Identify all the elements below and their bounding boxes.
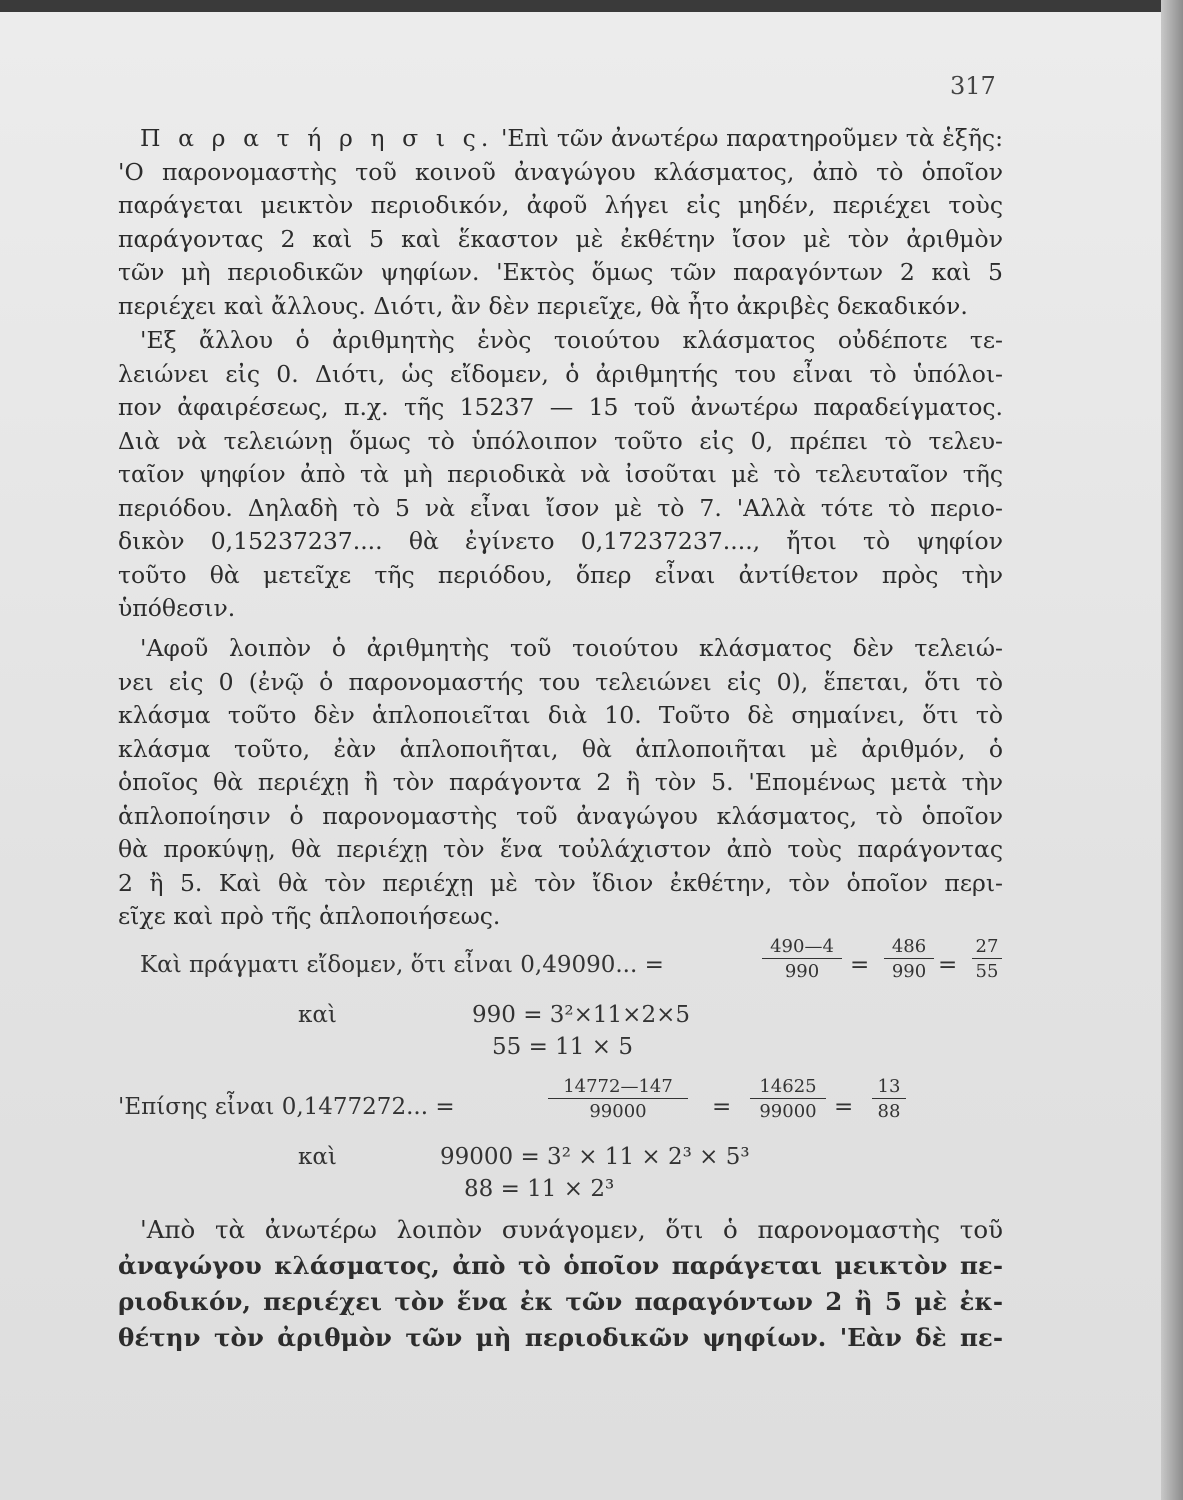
- text-line: ἁπλοποίησιν ὁ παρονομαστὴς τοῦ ἀναγώγου κλάσματος, τὸ ὁποῖον: [118, 801, 1003, 830]
- example1-kai: καὶ: [298, 1002, 337, 1028]
- text-line: κλάσμα τοῦτο, ἐὰν ἁπλοποιῆται, θὰ ἁπλοποιῆται μὲ ἀριθμόν, ὁ: [118, 734, 1003, 763]
- text-line: περιέχει καὶ ἄλλους. Διότι, ἂν δὲν περιεῖχε, θὰ ἦτο ἀκριβὲς δεκαδικόν.: [118, 291, 968, 320]
- fraction-denominator: 990: [891, 961, 927, 982]
- equals-sign: =: [712, 1094, 732, 1120]
- book-page: [0, 12, 1161, 1500]
- text-line: παράγεται μεικτὸν περιοδικόν, ἀφοῦ λήγει εἰς μηδέν, περιέχει τοὺς: [118, 191, 1003, 219]
- paragraph-numerator: [118, 324, 1003, 626]
- scan-top-edge: [0, 0, 1183, 12]
- text-line: τῶν μὴ περιοδικῶν ψηφίων. 'Εκτὸς ὅμως τῶν παραγόντων 2 καὶ 5: [118, 258, 1003, 286]
- example1-fraction-3: [972, 936, 1002, 982]
- text-line: ὑπόθεσιν.: [118, 594, 236, 622]
- text-line: λειώνει εἰς 0. Διότι, ὡς εἴδομεν, ὁ ἀριθμητής του εἶναι τὸ ὑπόλοι-: [118, 359, 1003, 388]
- text-line: ριοδικόν, περιέχει τὸν ἕνα ἐκ τῶν παραγόντων 2 ἢ 5 μὲ ἐκ-: [118, 1287, 1003, 1316]
- equals-sign: =: [834, 1094, 854, 1120]
- paragraph-observation: [118, 122, 1003, 323]
- text-line: νει εἰς 0 (ἐνῷ ὁ παρονομαστής του τελειώνει εἰς 0), ἕπεται, ὅτι τὸ: [118, 667, 1003, 696]
- text-line: περιόδου. Δηλαδὴ τὸ 5 νὰ εἶναι ἴσον μὲ τὸ 7. 'Αλλὰ τότε τὸ περιο-: [118, 493, 1003, 522]
- text-line: ὁποῖος θὰ περιέχῃ ἢ τὸν παράγοντα 2 ἢ τὸν 5. 'Επομένως μετὰ τὴν: [118, 768, 1003, 796]
- fraction-numerator: 27: [972, 936, 1002, 959]
- fraction-numerator: 490—4: [762, 936, 842, 959]
- text-line: κλάσμα τοῦτο δὲν ἁπλοποιεῖται διὰ 10. Τοῦτο δὲ σημαίνει, ὅτι τὸ: [118, 701, 1003, 729]
- text-line: Π α ρ α τ ή ρ η σ ι ς. 'Επὶ τῶν ἀνωτέρω παρατηροῦμεν τὰ ἑξῆς:: [140, 124, 1003, 152]
- fraction-numerator: 14772—147: [548, 1076, 688, 1099]
- text-line: ταῖον ψηφίον ἀπὸ τὰ μὴ περιοδικὰ νὰ ἰσοῦται μὲ τὸ τελευταῖον τῆς: [118, 460, 1003, 488]
- example1-fraction-1: [762, 936, 842, 982]
- text-line: 'Αφοῦ λοιπὸν ὁ ἀριθμητὴς τοῦ τοιούτου κλάσματος δὲν τελειώ-: [140, 634, 1003, 662]
- text-line: 2 ἢ 5. Καὶ θὰ τὸν περιέχῃ μὲ τὸν ἴδιον ἐκθέτην, τὸν ὁποῖον περι-: [118, 868, 1003, 897]
- fraction-denominator: 55: [975, 961, 999, 982]
- fraction-denominator: 990: [784, 961, 820, 982]
- example2-fraction-3: [872, 1076, 906, 1122]
- fraction-numerator: 13: [872, 1076, 906, 1099]
- text-line: πον ἀφαιρέσεως, π.χ. τῆς 15237 — 15 τοῦ ἀνωτέρω παραδείγματος.: [118, 393, 1003, 421]
- text-line: 'Απὸ τὰ ἀνωτέρω λοιπὸν συνάγομεν, ὅτι ὁ παρονομαστὴς τοῦ: [140, 1215, 1003, 1244]
- equals-sign: =: [938, 952, 958, 978]
- text-line: Διὰ νὰ τελειώνῃ ὅμως τὸ ὑπόλοιπον τοῦτο εἰς 0, πρέπει τὸ τελευ-: [118, 426, 1003, 455]
- text-line: παράγοντας 2 καὶ 5 καὶ ἕκαστον μὲ ἐκθέτην ἴσον μὲ τὸν ἀριθμὸν: [118, 224, 1003, 253]
- page-number: 317: [950, 72, 996, 100]
- paragraph-conclusion: [118, 1212, 1003, 1356]
- fraction-numerator: 486: [884, 936, 934, 959]
- text-line: 'Εξ ἄλλου ὁ ἀριθμητὴς ἑνὸς τοιούτου κλάσματος οὐδέποτε τε-: [140, 326, 1003, 354]
- equals-sign: =: [850, 952, 870, 978]
- observation-heading: Π α ρ α τ ή ρ η σ ι ς.: [140, 124, 494, 152]
- text-line: θέτην τὸν ἀριθμὸν τῶν μὴ περιοδικῶν ψηφίων. 'Εὰν δὲ πε-: [118, 1323, 1003, 1352]
- fraction-denominator: 99000: [589, 1101, 647, 1122]
- example2-fraction-1: [548, 1076, 688, 1122]
- paragraph-simplification: [118, 632, 1003, 934]
- text-line: δικὸν 0,15237237.... θὰ ἐγίνετο 0,17237237...., ἤτοι τὸ ψηφίον: [118, 527, 1003, 555]
- example2-fraction-2: [750, 1076, 826, 1122]
- text-line: ἀναγώγου κλάσματος, ἀπὸ τὸ ὁποῖον παράγεται μεικτὸν πε-: [118, 1251, 1003, 1280]
- fraction-denominator: 99000: [759, 1101, 817, 1122]
- example1-factorization-990: 990 = 3²×11×2×5: [472, 1002, 690, 1028]
- example1-factorization-55: 55 = 11 × 5: [492, 1034, 633, 1060]
- example2-factorization-88: 88 = 11 × 2³: [464, 1176, 615, 1202]
- example2-factorization-99000: 99000 = 3² × 11 × 2³ × 5³: [440, 1144, 750, 1170]
- fraction-denominator: 88: [877, 1101, 901, 1122]
- text-line: εῖχε καὶ πρὸ τῆς ἁπλοποιήσεως.: [118, 902, 501, 930]
- text-line: θὰ προκύψῃ, θὰ περιέχῃ τὸν ἕνα τοὐλάχιστον ἀπὸ τοὺς παράγοντας: [118, 835, 1003, 863]
- text-line: τοῦτο θὰ μετεῖχε τῆς περιόδου, ὅπερ εἶναι ἀντίθετον πρὸς τὴν: [118, 560, 1003, 589]
- example1-fraction-2: [884, 936, 934, 982]
- text-line: 'Ο παρονομαστὴς τοῦ κοινοῦ ἀναγώγου κλάσματος, ἀπὸ τὸ ὁποῖον: [118, 157, 1003, 186]
- example2-kai: καὶ: [298, 1144, 337, 1170]
- fraction-numerator: 14625: [750, 1076, 826, 1099]
- example1-intro: Καὶ πράγματι εἴδομεν, ὅτι εἶναι 0,49090... =: [140, 952, 664, 978]
- example2-intro: 'Επίσης εἶναι 0,1477272... =: [118, 1094, 455, 1120]
- scan-right-shadow: [1161, 0, 1183, 1500]
